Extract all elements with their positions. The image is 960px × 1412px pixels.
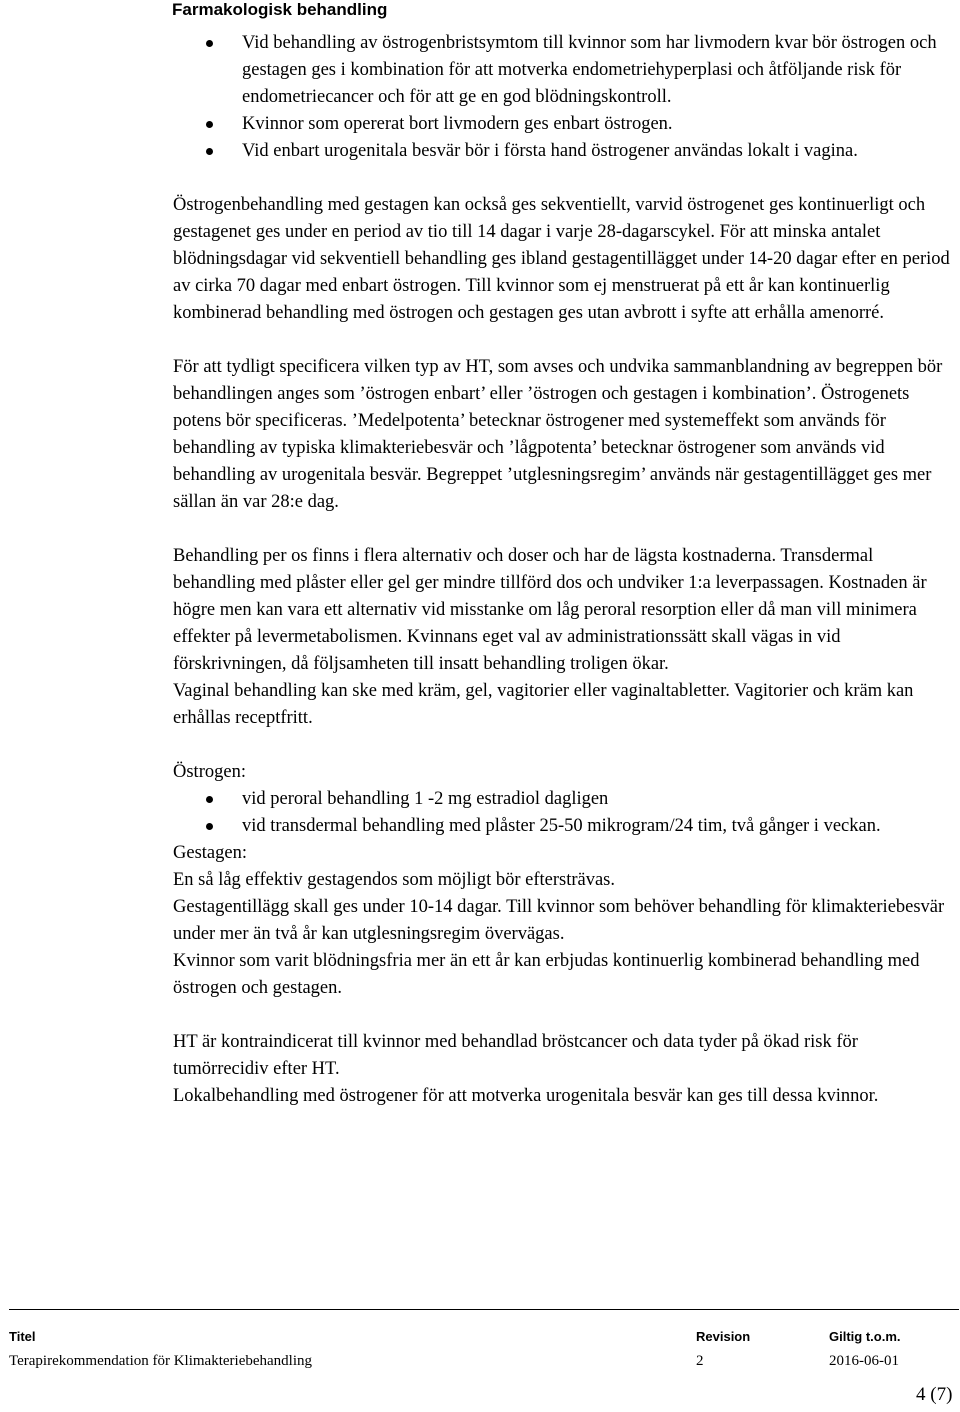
bullet-icon — [206, 796, 213, 803]
list-item-text: vid transdermal behandling med plåster 25-50 mikrogram/24 tim, två gånger i veckan. — [242, 816, 881, 836]
list-item-text: vid peroral behandling 1 -2 mg estradiol dagligen — [242, 789, 609, 809]
paragraph-administration: Behandling per os finns i flera alternativ och doser och har de lägsta kostnaderna. Transdermal behandling med plåster eller gel ger mindre tillförd dos och undviker 1:a leverpassagen. Kostnaden är högre men kan vara ett alternativ vid misstanke om låg peroral resorption eller då man vill minimera effekter på levermetabolismen. Kvinnans eget val av administrationssätt skall vägas in vid förskrivningen, då följsamheten till insatt behandling troligen ökar. — [173, 546, 927, 674]
gestagen-line: Gestagentillägg skall ges under 10-14 dagar. Till kvinnor som behöver behandling för klimakteriebesvär under mer än två år kan utglesningsregim övervägas. — [173, 897, 945, 944]
gestagen-line: En så låg effektiv gestagendos som möjligt bör eftersträvas. — [173, 870, 616, 890]
estrogen-label: Östrogen: — [173, 762, 246, 782]
paragraph-terms: För att tydligt specificera vilken typ av HT, som avses och undvika sammanblandning av begreppen bör behandlingen anges som ’östrogen enbart’ eller ’östrogen och gestagen i kombination’. Östrogenets potens bör specificeras. ’Medelpotenta’ betecknar östrogener med systemeffekt som används för behandling av typiska klimakteriebesvär och ’lågpotenta’ betecknar östrogener som används vid behandling av urogenitala besvär. Begreppet ’utglesningsregim’ används när gestagentillägget ges mer sällan än var 28:e dag. — [173, 357, 943, 512]
footer-valid-label: Giltig t.o.m. — [829, 1329, 901, 1344]
list-item — [173, 30, 957, 111]
bullet-icon — [206, 121, 213, 128]
bullet-icon — [206, 40, 213, 47]
list-item-text: Vid enbart urogenitala besvär bör i första hand östrogener användas lokalt i vagina. — [242, 141, 858, 161]
paragraph-sequential: Östrogenbehandling med gestagen kan också ges sekventiellt, varvid östrogenet ges kontinuerligt och gestagenet ges under en period av tio till 14 dagar i varje 28-dagarscykel. För att minska antalet blödningsdagar vid sekventiell behandling ges ibland gestagentillägget under 14-20 dagar efter en period av cirka 70 dagar med enbart östrogen. Till kvinnor som ej menstruerat på ett år kan kontinuerlig kombinerad behandling med östrogen och gestagen ges utan avbrott i syfte att erhålla amenorré. — [173, 195, 950, 323]
footer-revision-value: 2 — [696, 1353, 704, 1369]
list-item — [173, 813, 957, 840]
gestagen-label: Gestagen: — [173, 843, 247, 863]
list-item-text: Kvinnor som opererat bort livmodern ges enbart östrogen. — [242, 114, 673, 134]
gestagen-line: Kvinnor som varit blödningsfria mer än ett år kan erbjudas kontinuerlig kombinerad behandling med östrogen och gestagen. — [173, 951, 920, 998]
bullet-icon — [206, 148, 213, 155]
list-item — [173, 111, 957, 138]
section-heading: Farmakologisk behandling — [172, 0, 388, 19]
paragraph-vaginal: Vaginal behandling kan ske med kräm, gel, vagitorier eller vaginaltabletter. Vagitorier och kräm kan erhållas receptfritt. — [173, 681, 914, 728]
footer-revision-label: Revision — [696, 1329, 751, 1344]
bullet-icon — [206, 823, 213, 830]
footer-divider — [9, 1309, 959, 1310]
document-body — [173, 30, 957, 1110]
estrogen-bullet-list — [173, 786, 957, 840]
list-item — [173, 138, 957, 165]
footer-valid-value: 2016-06-01 — [829, 1353, 899, 1369]
page-number: 4 (7) — [916, 1384, 953, 1405]
list-item — [173, 786, 957, 813]
page-footer — [0, 1309, 960, 1412]
footer-title-label: Titel — [9, 1329, 36, 1344]
closing-line: Lokalbehandling med östrogener för att motverka urogenitala besvär kan ges till dessa kvinnor. — [173, 1086, 879, 1106]
indication-bullet-list — [173, 30, 957, 165]
closing-line: HT är kontraindicerat till kvinnor med behandlad bröstcancer och data tyder på ökad risk för tumörrecidiv efter HT. — [173, 1032, 858, 1079]
list-item-text: Vid behandling av östrogenbristsymtom till kvinnor som har livmodern kvar bör östrogen och gestagen ges i kombination för att motverka endometriehyperplasi och åtföljande risk för endometriecancer och för att ge en god blödningskontroll. — [242, 33, 937, 107]
footer-title-value: Terapirekommendation för Klimakteriebehandling — [9, 1353, 313, 1369]
